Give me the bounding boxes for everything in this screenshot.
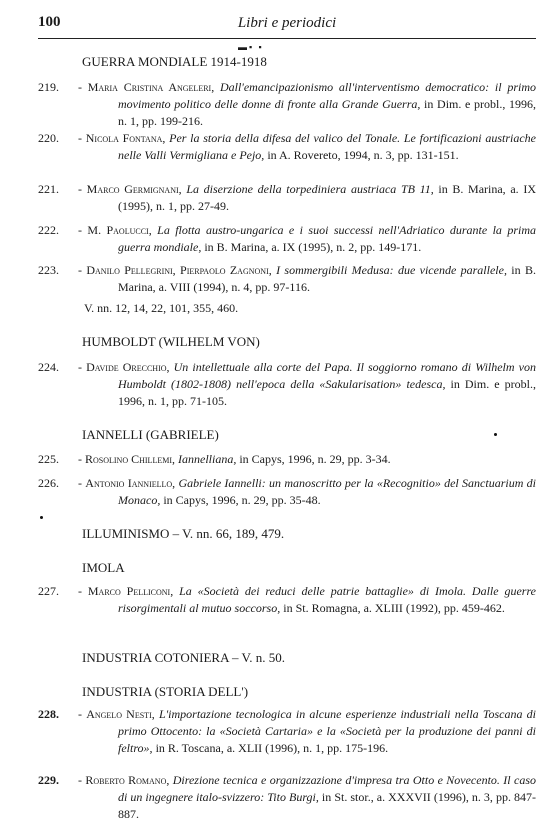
entry-number: 226. (38, 476, 59, 490)
entry-title: Direzione tecnica e organizzazione d'impresa tra Otto e Novecento. Il caso di un ingegnere italo-svizzero: Tito Burgi, (118, 773, 536, 804)
entry-number: 224. (38, 360, 59, 374)
entry-title: L'importazione tecnologica in alcune esperienze industriali nella Toscana di primo Ottocento: la «Società Cartaria» e la «Società per la produzione dei panni di feltro», (118, 707, 536, 755)
entry-author: M. Paolucci, (87, 223, 152, 237)
section-heading-industria: INDUSTRIA (STORIA DELL') (82, 684, 249, 699)
section-heading-iannelli: IANNELLI (GABRIELE) (82, 427, 219, 442)
entry-number: 229. (38, 773, 59, 787)
entry-source: in A. Rovereto, 1994, n. 3, pp. 131-151. (264, 148, 459, 162)
entry-source: in Capys, 1996, n. 29, pp. 35-48. (160, 493, 321, 507)
section-heading-humboldt: HUMBOLDT (WILHELM VON) (82, 334, 260, 349)
entry-number: 219. (38, 80, 59, 94)
entry-number: 221. (38, 182, 59, 196)
running-title: Libri e periodici (237, 15, 337, 31)
entry-source: in B. Marina, a. IX (1995), n. 2, pp. 149-171. (201, 240, 422, 254)
section-heading-illuminismo: ILLUMINISMO – V. nn. 66, 189, 479. (82, 526, 285, 541)
entry-title: Per la storia della difesa del valico del Tonale. Le fortificazioni austriache nelle Valli Vermigliana e Pejo, (118, 131, 537, 162)
entry-author: Nicola Fontana, (85, 131, 166, 145)
entry-227: 227. - Marco Pelliconi, La «Società dei reduci delle patrie battaglie» di Imola. Dalle guerre risorgimentali al mutuo soccorso, in St. Romagna, a. XLIII (1992), pp. 459-462. (38, 584, 537, 615)
entry-number: 220. (38, 131, 59, 145)
entry-source: in St. stor., a. XXXVII (1996), n. 3, pp. 847-887. (118, 790, 536, 821)
section-heading-imola: IMOLA (82, 560, 125, 575)
entry-author: Antonio Ianniello, (85, 476, 176, 490)
entry-author: Roberto Romano, (85, 773, 170, 787)
entry-author: Davide Orecchio, (86, 360, 170, 374)
entry-title: La diserzione della torpediniera austriaca TB 11, (186, 182, 434, 196)
entry-225: 225. - Rosolino Chillemi, Iannelliana, in Capys, 1996, n. 29, pp. 3-34. (38, 452, 391, 466)
entry-219: 219. - Maria Cristina Angeleri, Dall'emancipazionismo all'interventismo democratico: il primo movimento politico delle donne di fronte alla Grande Guerra, in Dim. e probl., 1996, n. 1, pp. 199-216. (38, 80, 536, 128)
entry-229: 229. - Roberto Romano, Direzione tecnica e organizzazione d'impresa tra Otto e Novecento. Il caso di un ingegnere italo-svizzero: Tito Burgi, in St. stor., a. XXXVII (1996), n. 3, pp. 847-887. (38, 773, 536, 821)
entry-author: Maria Cristina Angeleri, (87, 80, 215, 94)
entry-title: Iannelliana, (178, 452, 237, 466)
entry-number: 225. (38, 452, 59, 466)
entry-source: in Dim. e probl., 1996, n. 1, pp. 199-216. (118, 97, 536, 128)
entry-220: 220. - Nicola Fontana, Per la storia della difesa del valico del Tonale. Le fortificazioni austriache nelle Valli Vermigliana e Pejo, in A. Rovereto, 1994, n. 3, pp. 131-151. (38, 131, 537, 162)
entry-title: La «Società dei reduci delle patrie battaglie» di Imola. Dalle guerre risorgimentali al mutuo soccorso, (118, 584, 537, 615)
page-header (38, 14, 536, 39)
entry-number: 223. (38, 263, 59, 277)
entry-source: in B. Marina, a. IX (1995), n. 1, pp. 27-49. (118, 182, 536, 213)
entry-source: in B. Marina, a. VIII (1994), n. 4, pp. 97-116. (118, 263, 536, 294)
section-heading-guerra: GUERRA MONDIALE 1914-1918 (82, 54, 267, 69)
entry-source: in St. Romagna, a. XLIII (1992), pp. 459-462. (280, 601, 505, 615)
entry-title: Gabriele Iannelli: un manoscritto per la «Recognitio» del Sanctuarium di Monaco, (118, 476, 536, 507)
entry-author: Marco Pelliconi, (87, 584, 174, 598)
ornament-mark: ▬▪ ▪ (238, 42, 264, 52)
entry-title: Un intellettuale alla corte del Papa. Il soggiorno romano di Wilhelm von Humboldt (1802-1808) nell'epoca della «Sakularisation» tedesca, (118, 360, 536, 391)
entry-source: in Capys, 1996, n. 29, pp. 3-34. (236, 452, 391, 466)
page-number: 100 (38, 14, 61, 30)
entry-222: 222. - M. Paolucci, La flotta austro-ungarica e i suoi successi nell'Adriatico durante la prima guerra mondiale, in B. Marina, a. IX (1995), n. 2, pp. 149-171. (38, 223, 537, 254)
entry-221: 221. - Marco Germignani, La diserzione della torpediniera austriaca TB 11, in B. Marina, a. IX (1995), n. 1, pp. 27-49. (38, 182, 536, 213)
entry-title: La flotta austro-ungarica e i suoi successi nell'Adriatico durante la prima guerra mondiale, (118, 223, 537, 254)
entry-title: I sommergibili Medusa: due vicende parallele, (276, 263, 507, 277)
entry-title: Dall'emancipazionismo all'interventismo democratico: il primo movimento politico delle donne di fronte alla Grande Guerra, (118, 80, 536, 111)
entry-228: 228. - Angelo Nesti, L'importazione tecnologica in alcune esperienze industriali nella Toscana di primo Ottocento: la «Società Cartaria» e la «Società per la produzione dei panni di feltro», in R. Toscana, a. XLII (1996), n. 1, pp. 175-196. (38, 707, 536, 755)
entry-author: Marco Germignani, (86, 182, 182, 196)
entry-226: 226. - Antonio Ianniello, Gabriele Iannelli: un manoscritto per la «Recognitio» del Sanctuarium di Monaco, in Capys, 1996, n. 29, pp. 35-48. (38, 476, 536, 507)
entry-source: in R. Toscana, a. XLII (1996), n. 1, pp. 175-196. (152, 741, 389, 755)
entry-author: Angelo Nesti, (86, 707, 155, 721)
entry-author: Rosolino Chillemi, (85, 452, 175, 466)
entry-source: in Dim. e probl., 1996, n. 1, pp. 71-105. (118, 377, 536, 408)
see-also-guerra: V. nn. 12, 14, 22, 101, 355, 460. (84, 301, 239, 315)
ink-dot (40, 516, 43, 519)
entry-224: 224. - Davide Orecchio, Un intellettuale alla corte del Papa. Il soggiorno romano di Wilhelm von Humboldt (1802-1808) nell'epoca della «Sakularisation» tedesca, in Dim. e probl., 1996, n. 1, pp. 71-105. (38, 360, 536, 408)
entry-223: 223. - Danilo Pellegrini, Pierpaolo Zagnoni, I sommergibili Medusa: due vicende parallele, in B. Marina, a. VIII (1994), n. 4, pp. 97-116. (38, 263, 536, 294)
entry-number: 222. (38, 223, 59, 237)
entry-author: Danilo Pellegrini, Pierpaolo Zagnoni, (86, 263, 272, 277)
entry-number: 227. (38, 584, 59, 598)
ink-dot (494, 433, 497, 436)
section-heading-cotoniera: INDUSTRIA COTONIERA – V. n. 50. (82, 650, 285, 665)
entry-number: 228. (38, 707, 59, 721)
